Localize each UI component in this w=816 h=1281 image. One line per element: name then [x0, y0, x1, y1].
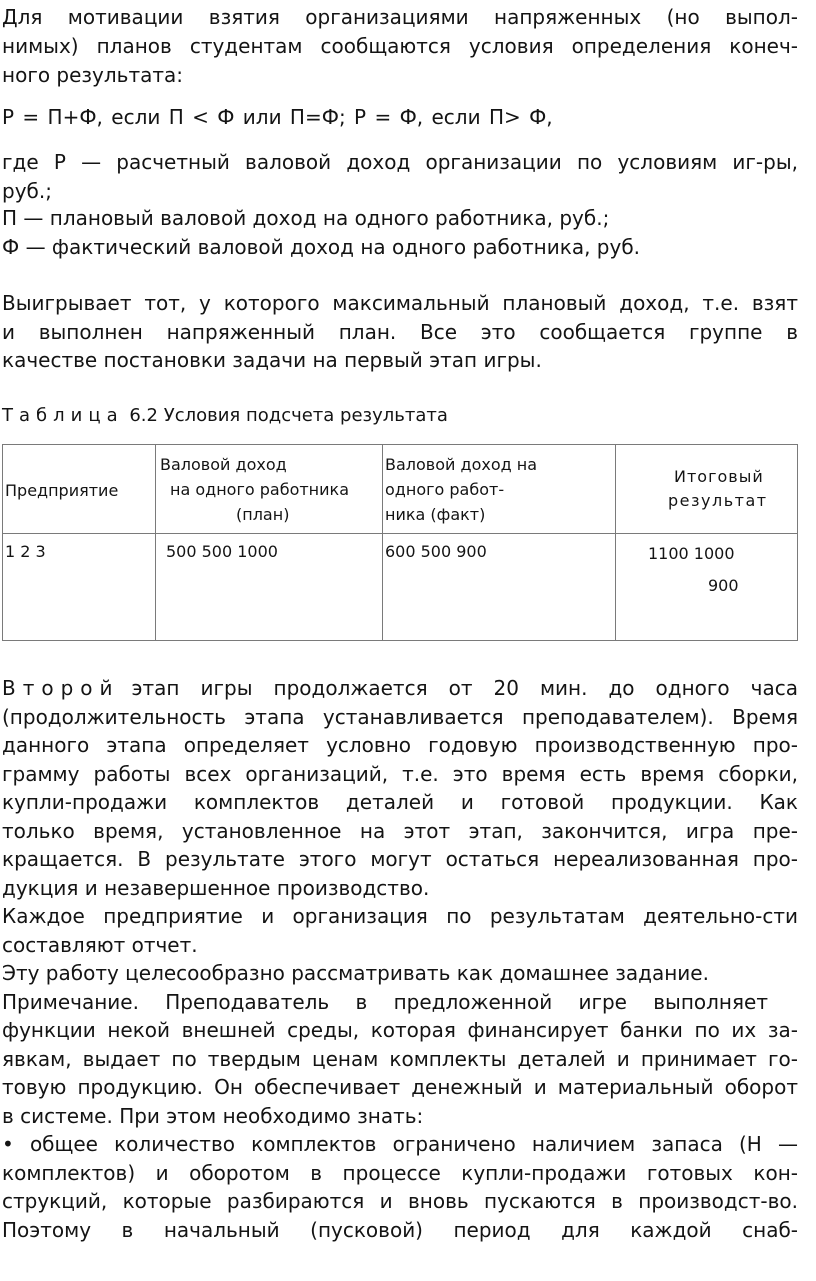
text-line: Выигрывает тот, у которого максимальный плановый доход, т.е. взят [2, 291, 798, 315]
table-caption-label: Таблица [2, 405, 124, 426]
table-caption-number: 6.2 [129, 405, 158, 426]
header-enterprise: Предприятие [5, 481, 119, 500]
text-line: нимых) планов студентам сообщаются условия определения конеч- [2, 34, 798, 58]
header-total-l2: результат [668, 491, 768, 510]
text-line: Поэтому в начальный (пусковой) период для каждой снаб- [2, 1218, 798, 1242]
cell-enterprise: 1 2 3 [5, 542, 46, 561]
header-cell [383, 445, 616, 534]
text-line: ного результата: [2, 63, 184, 87]
text-line: где Р — расчетный валовой доход организации по условиям иг-ры, [2, 150, 798, 174]
text-line: Для мотивации взятия организациями напряженных (но выпол- [2, 5, 798, 29]
text-line: грамму работы всех организаций, т.е. это время есть время сборки, [2, 762, 798, 786]
text-line: функции некой внешней среды, которая финансирует банки по их за- [2, 1018, 798, 1042]
header-cell [616, 445, 798, 534]
header-fact-l3: ника (факт) [385, 505, 486, 524]
text-line: товую продукцию. Он обеспечивает денежный и материальный оборот [2, 1075, 798, 1099]
header-plan-l1: Валовой доход [160, 455, 287, 474]
table-cell [383, 534, 616, 641]
text-line: купли-продажи комплектов деталей и готовой продукции. Как [2, 790, 798, 814]
text-line: (продолжительность этапа устанавливается преподавателем). Время [2, 705, 798, 729]
cell-total-l1: 1100 1000 [648, 544, 735, 563]
text-line: струкций, которые разбираются и вновь пускаются в производст-во. [2, 1189, 798, 1213]
text-line: Эту работу целесообразно рассматривать как домашнее задание. [2, 961, 709, 985]
text-line: кращается. В результате этого могут остаться нереализованная про- [2, 847, 798, 871]
table-cell [3, 534, 156, 641]
text-line: • общее количество комплектов ограничено наличием запаса (Н — [2, 1132, 798, 1156]
header-total-l1: Итоговый [674, 467, 764, 486]
header-cell [3, 445, 156, 534]
text-line: дукция и незавершенное производство. [2, 876, 430, 900]
cell-total-l2: 900 [708, 576, 739, 595]
text-line: Ф — фактический валовой доход на одного работника, руб. [2, 235, 641, 259]
text-line: явкам, выдает по твердым ценам комплекты деталей и принимает го- [2, 1047, 798, 1071]
results-table [2, 444, 798, 641]
table-caption-title: Условия подсчета результата [163, 405, 448, 426]
table-row [3, 534, 798, 641]
text-line: в системе. При этом необходимо знать: [2, 1104, 424, 1128]
text-line: только время, установленное на этот этап, закончится, игра пре- [2, 819, 798, 843]
table-cell [616, 534, 798, 641]
text-line: руб.; [2, 179, 52, 203]
text-line: П — плановый валовой доход на одного работника, руб.; [2, 206, 610, 230]
table-cell [156, 534, 383, 641]
emphasis-word: Второй [2, 676, 120, 700]
table-header-row [3, 445, 798, 534]
formula-line: Р = П+Ф, если П < Ф или П=Ф; Р = Ф, если П> Ф, [2, 105, 553, 129]
text-line: комплектов) и оборотом в процессе купли-продажи готовых кон- [2, 1161, 798, 1185]
text-fragment: этап игры продолжается от 20 мин. до одного часа [131, 676, 798, 700]
text-line: качестве постановки задачи на первый этап игры. [2, 348, 542, 372]
text-line: данного этапа определяет условно годовую производственную про- [2, 733, 798, 757]
text-line [2, 674, 798, 702]
header-fact-l2: одного работ- [385, 480, 505, 499]
header-plan-l3: (план) [236, 505, 290, 524]
text-line: составляют отчет. [2, 933, 198, 957]
text-line: и выполнен напряженный план. Все это сообщается группе в [2, 320, 798, 344]
text-line: Каждое предприятие и организация по результатам деятельно-сти [2, 904, 798, 928]
cell-plan: 500 500 1000 [166, 542, 278, 561]
cell-fact: 600 500 900 [385, 542, 487, 561]
text-line: Примечание. Преподаватель в предложенной игре выполняет [2, 990, 768, 1014]
header-cell [156, 445, 383, 534]
header-fact-l1: Валовой доход на [385, 455, 538, 474]
table-caption [2, 402, 448, 430]
header-plan-l2: на одного работника [170, 480, 349, 499]
